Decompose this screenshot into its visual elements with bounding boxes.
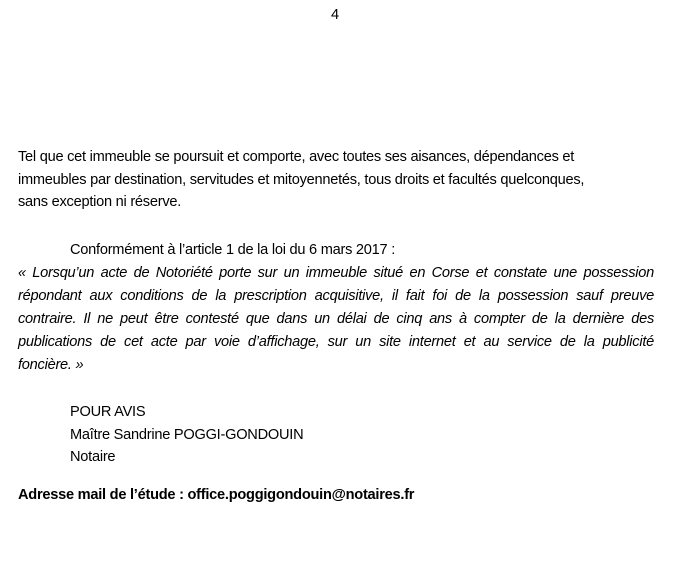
quote-line: publications de cet acte par voie d’affichage, sur un site internet et au service de la publicité: [18, 334, 654, 350]
intro-line: Conformément à l’article 1 de la loi du 6 mars 2017 :: [70, 242, 396, 258]
paragraph1-line: immeubles par destination, servitudes et mitoyennetés, tous droits et facultés quelconques,: [18, 172, 585, 188]
quote-line: foncière. »: [18, 357, 84, 373]
quote-line: répondant aux conditions de la prescription acquisitive, il fait foi de la possession sauf preuve: [18, 288, 654, 304]
paragraph1-line: Tel que cet immeuble se poursuit et comporte, avec toutes ses aisances, dépendances et: [18, 149, 575, 165]
signature-name: Maître Sandrine POGGI-GONDOUIN: [70, 427, 304, 443]
signature-pour-avis: POUR AVIS: [70, 404, 146, 420]
paragraph1-line: sans exception ni réserve.: [18, 194, 182, 210]
quote-line: « Lorsqu’un acte de Notoriété porte sur un immeuble situé en Corse et constate une possession: [18, 265, 654, 281]
signature-title: Notaire: [70, 449, 116, 465]
page-number: 4: [331, 7, 339, 23]
email-line: Adresse mail de l’étude : office.poggigondouin@notaires.fr: [18, 487, 415, 503]
quote-line: contraire. Il ne peut être contesté que dans un délai de cinq ans à compter de la dernière des: [18, 311, 654, 327]
